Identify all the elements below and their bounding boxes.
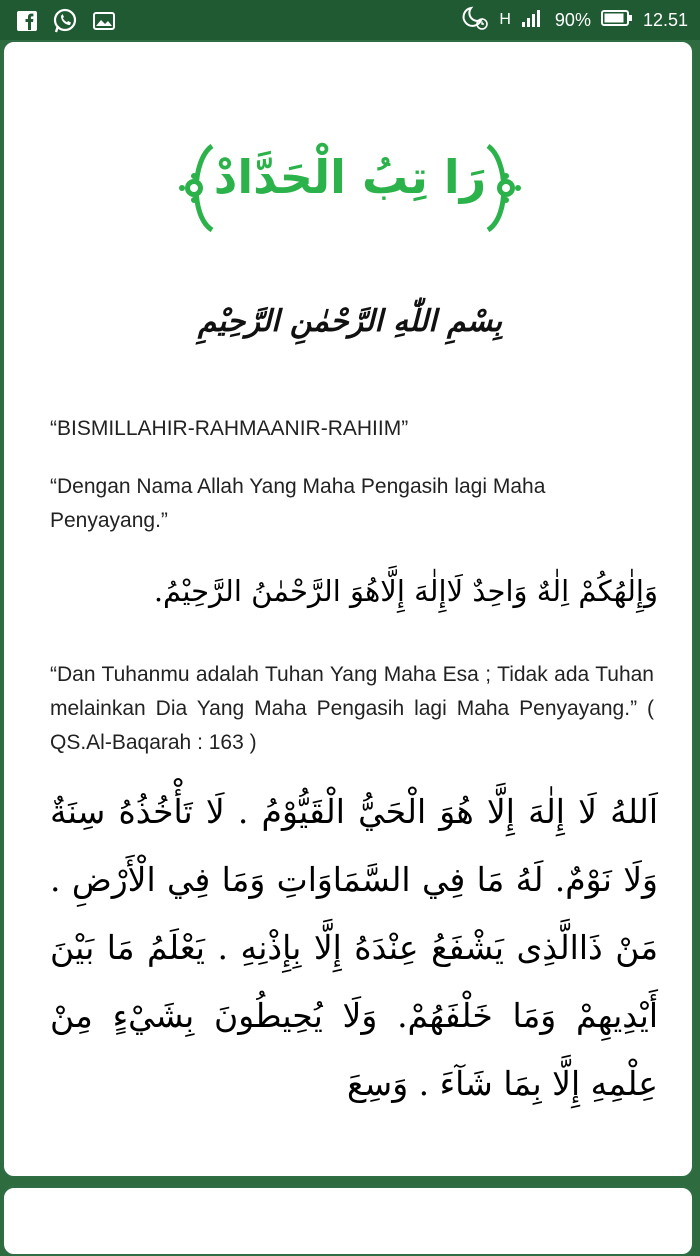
next-content-card[interactable] — [2, 1186, 694, 1256]
clock: 12.51 — [642, 9, 688, 30]
signal-icon — [521, 8, 545, 32]
basmala-transliteration: “BISMILLAHIR-RAHMAANIR-RAHIIM” — [50, 417, 409, 440]
battery-icon — [601, 9, 633, 31]
page-title: رَا تِبُ الْحَدَّادْ — [213, 150, 487, 204]
facebook-icon — [16, 10, 38, 36]
right-ornament-icon — [448, 140, 528, 236]
basmala-translation: “Dengan Nama Allah Yang Maha Pengasih lagi Maha Penyayang.” — [50, 475, 546, 532]
battery-percent: 90% — [554, 9, 591, 30]
basmala-calligraphy: بِسْمِ اللّٰهِ الرَّحْمٰنِ الرَّحِيْمِ — [197, 304, 503, 339]
verse-163-arabic: وَإِلٰهُكُمْ اِلٰهٌ وَاحِدٌ لَاإِلٰهَ إِلَّاهُوَ الرَّحْمٰنُ الرَّحِيْمُ. — [153, 574, 658, 608]
network-type: H — [499, 11, 511, 28]
ratib-content-card[interactable] — [2, 40, 694, 1178]
gallery-icon — [92, 11, 116, 35]
title-banner — [4, 140, 694, 236]
verse-163-translation: “Dan Tuhanmu adalah Tuhan Yang Maha Esa ; Tidak ada Tuhan melainkan Dia Yang Maha Pengasih lagi Maha Penyayang.” ( QS.Al-Baqarah : 163 ) — [50, 663, 654, 754]
whatsapp-icon — [52, 8, 78, 38]
ayat-kursi-arabic: اَللهُ لَا إِلٰهَ إِلَّا هُوَ الْحَيُّ الْقَيُّوْمُ . لَا تَأْخُذُهُ سِنَةٌ وَلَا نَوْمٌ. لَهُ مَا فِي السَّمَاوَاتِ وَمَا فِي الْأَرْضِ . مَنْ ذَاالَّذِى يَشْفَعُ عِنْدَهُ إِلَّا بِإِذْنِهِ . يَعْلَمُ مَا بَيْنَ أَيْدِيهِمْ وَمَا خَلْفَهُمْ. وَلَا يُحِيطُونَ بِشَيْءٍ مِنْ عِلْمِهِ إِلَّا بِمَا شَآءَ . وَسِعَ — [50, 792, 658, 1103]
status-bar — [0, 0, 700, 40]
moon-alarm-icon — [459, 5, 489, 35]
